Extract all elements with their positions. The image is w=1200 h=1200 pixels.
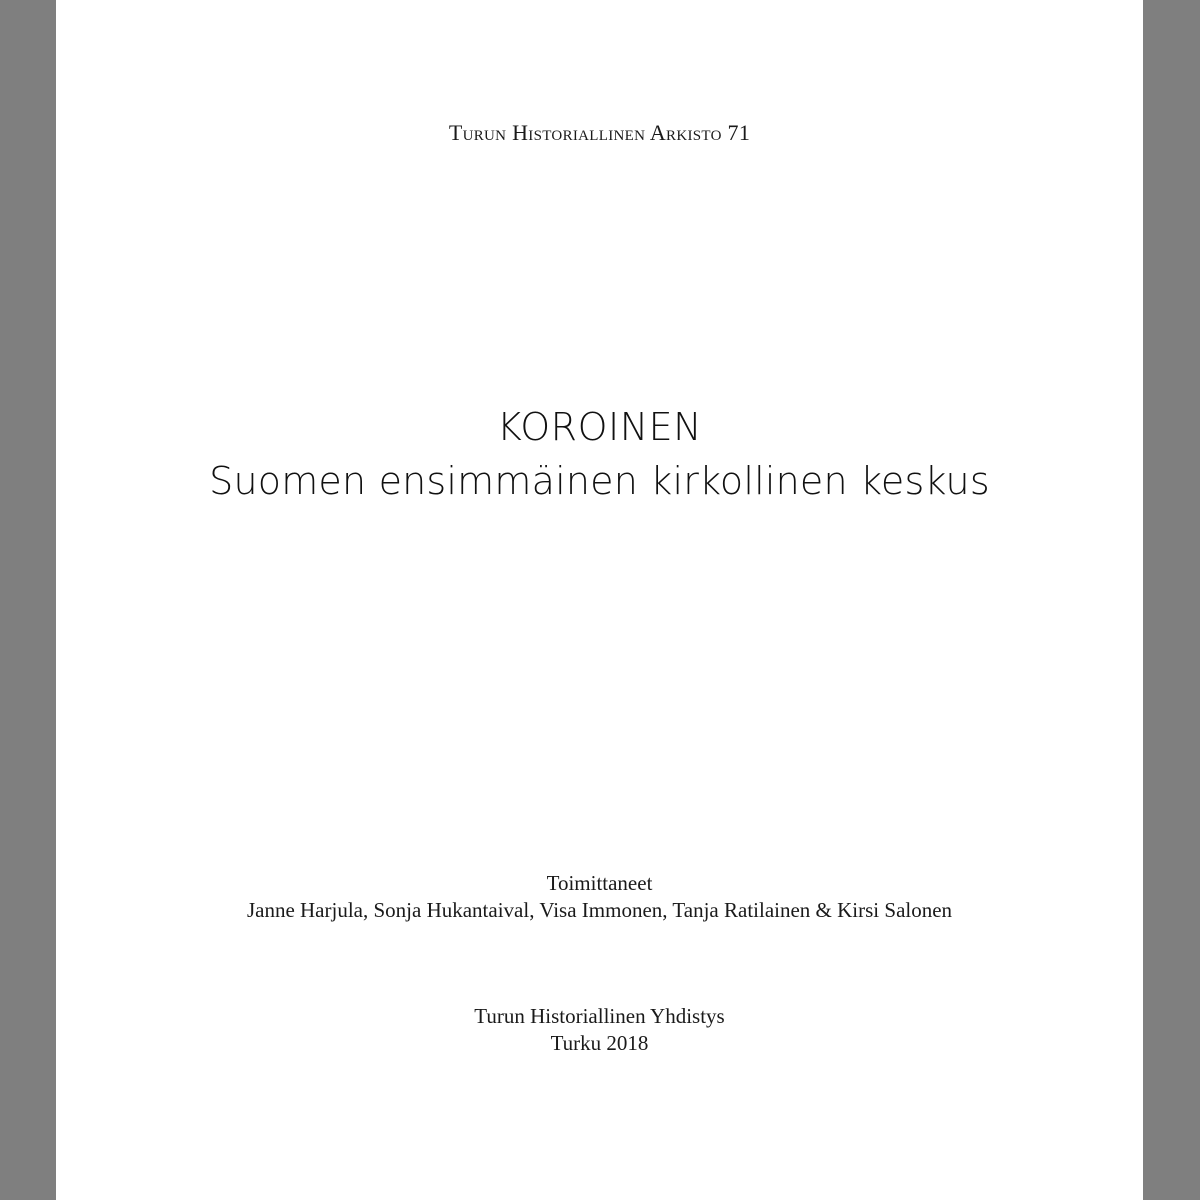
main-title: KOROINEN [496,405,703,449]
publisher-name: Turun Historiallinen Yhdistys [474,1004,725,1028]
subtitle: Suomen ensimmäinen kirkollinen keskus [209,459,990,503]
document-page [56,0,1143,1200]
editors-label: Toimittaneet [546,871,653,895]
publisher-block [56,1003,1143,1057]
editors-names: Janne Harjula, Sonja Hukantaival, Visa Immonen, Tanja Ratilainen & Kirsi Salonen [246,898,953,922]
series-title: Turun Historiallinen Arkisto 71 [448,120,751,145]
publication-place-year: Turku 2018 [550,1031,649,1055]
editors-block [56,870,1143,924]
book-title [56,400,1143,508]
